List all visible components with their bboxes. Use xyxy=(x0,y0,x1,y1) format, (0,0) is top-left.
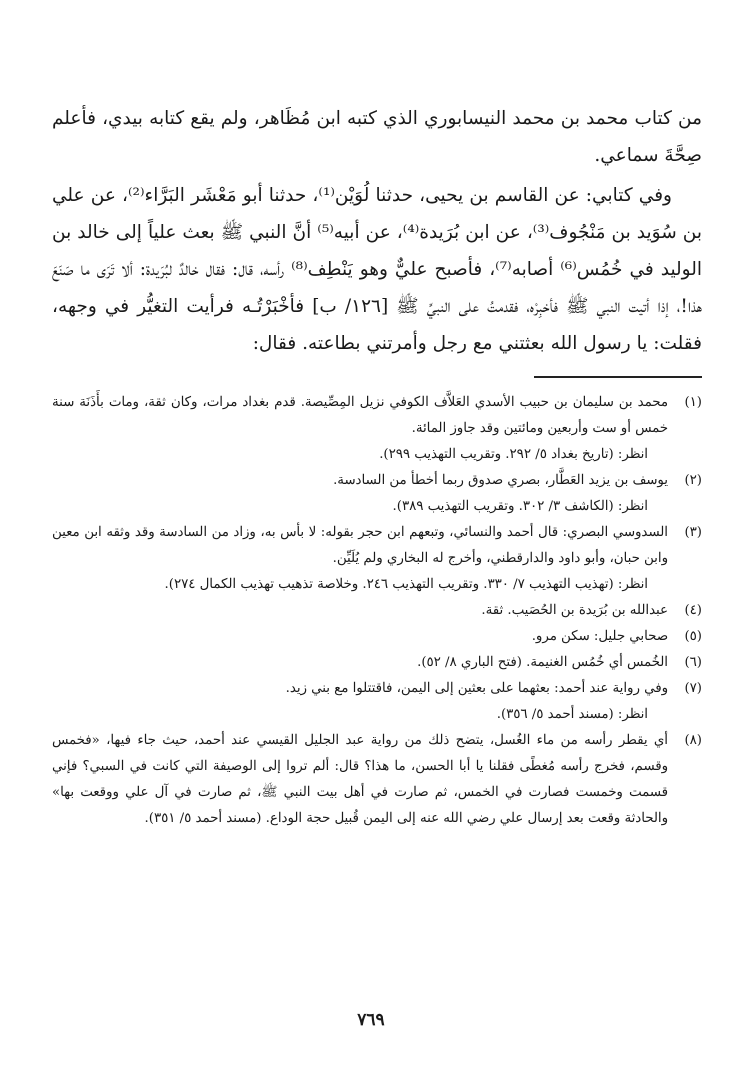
footnotes xyxy=(52,390,702,832)
footnote-text: وفي رواية عند أحمد: بعثهما على بعثين إلى اليمن، فاقتتلوا مع بني زيد. xyxy=(285,681,668,696)
footnote-6 xyxy=(52,650,702,676)
page-number: ٧٦٩ xyxy=(357,1010,385,1030)
footnote-reference: انظر: (تهذيب التهذيب ٧/ ٣٣٠. وتقريب التهذيب ٢٤٦. وخلاصة تذهيب تهذيب الكمال ٢٧٤). xyxy=(164,577,648,592)
paragraph-2 xyxy=(52,177,702,362)
footnote-number: (٣) xyxy=(684,525,702,540)
main-text xyxy=(52,100,702,362)
footnote-number: (١) xyxy=(684,395,702,410)
footnote-4 xyxy=(52,598,702,624)
footnote-text: يوسف بن يزيد العَطَّار، بصري صدوق ربما أخطأ من السادسة. xyxy=(333,473,668,488)
footnote-7 xyxy=(52,676,702,728)
footnote-reference: انظر: (تاريخ بغداد ٥/ ٢٩٢. وتقريب التهذيب ٢٩٩). xyxy=(379,447,648,462)
footnote-number: (٧) xyxy=(684,681,702,696)
footnote-number: (٨) xyxy=(684,733,702,748)
paragraph-2-text: وفي كتابي: عن القاسم بن يحيى، حدثنا لُوَيْن⁽¹⁾، حدثنا أبو مَعْشَر البَرَّاء⁽²⁾، عن علي بن سُوَيد بن مَنْجُوف⁽³⁾، عن ابن بُرَيدة⁽⁴⁾، عن أبيه⁽⁵⁾ أنَّ النبي ﷺ بعث علياً إلى خالد بن الوليد في خُمُس⁽⁶⁾ أصابه⁽⁷⁾، فأصبح عليٌّ وهو يَنْطِف⁽⁸⁾ رأسه، قال: فقال خالدٌ لبُرَيدة: ألا تَرَى ما صَنَعَ هذا!، إذا أتيت النبي ﷺ فأخبِرْه، فقدمتُ على النبيِّ ﷺ [١٢٦/ ب] فأخْبَرْتُـه فرأيت التغيُّر في وجهه، فقلت: يا رسول الله بعثتني مع رجل وأمرتني بطاعته. فقال: xyxy=(52,185,702,354)
footnote-3 xyxy=(52,520,702,598)
footnote-text: عبدالله بن بُرَيدة بن الحُصَيب. ثقة. xyxy=(481,603,668,618)
footnote-1 xyxy=(52,390,702,468)
footnote-2 xyxy=(52,468,702,520)
footnote-number: (٥) xyxy=(684,629,702,644)
footnote-number: (٢) xyxy=(684,473,702,488)
footnote-5 xyxy=(52,624,702,650)
book-page xyxy=(52,100,702,832)
paragraph-1: من كتاب محمد بن محمد النيسابوري الذي كتبه ابن مُظَاهر، ولم يقع كتابه بيدي، فأعلم صِحَّةَ سماعي. xyxy=(52,108,702,166)
footnote-number: (٦) xyxy=(684,655,702,670)
footnote-reference: انظر: (الكاشف ٣/ ٣٠٢. وتقريب التهذيب ٣٨٩). xyxy=(392,499,648,514)
footnote-text: السدوسي البصري: قال أحمد والنسائي، وتبعهم ابن حجر بقوله: لا بأس به، وزاد من السادسة وقد وثقه ابن معين وابن حبان، وأبو داود والدارقطني، وأخرج له البخاري ولم يُلَيِّن. xyxy=(52,525,668,566)
footnote-reference: انظر: (مسند أحمد ٥/ ٣٥٦). xyxy=(496,707,648,722)
footnote-separator xyxy=(534,376,702,378)
footnote-text: الخُمس أي خُمُس الغنيمة. (فتح الباري ٨/ ٥٢). xyxy=(417,655,668,670)
footnote-text: صحابي جليل: سكن مرو. xyxy=(531,629,668,644)
footnote-text: أي يقطر رأسه من ماء الغُسل، يتضح ذلك من رواية عبد الجليل القيسي عند أحمد، حيث جاء فيها، «فخمس وقسم، فخرج رأسه مُغطًى فقلنا يا أبا الحسن، ما هذا؟ قال: ألم تروا إلى الوصيفة التي كانت في السبي؟ فإني قسمت وخمست فصارت في الخمس، ثم صارت في أهل بيت النبي ﷺ، ثم صارت في آل علي ووقعت بها» والحادثة وقعت بعد إرسال علي رضي الله عنه إلى اليمن قُبيل حجة الوداع. (مسند أحمد ٥/ ٣٥١). xyxy=(52,733,668,826)
footnote-number: (٤) xyxy=(684,603,702,618)
footnote-text: محمد بن سليمان بن حبيب الأسدي العَلاَّف الكوفي نزيل المِصِّيصة. قدم بغداد مرات، وكان ثقة، ومات بأَذَنَة سنة خمس أو ست وأربعين ومائتين وقد جاوز المائة. xyxy=(52,395,668,436)
footnote-8 xyxy=(52,728,702,832)
